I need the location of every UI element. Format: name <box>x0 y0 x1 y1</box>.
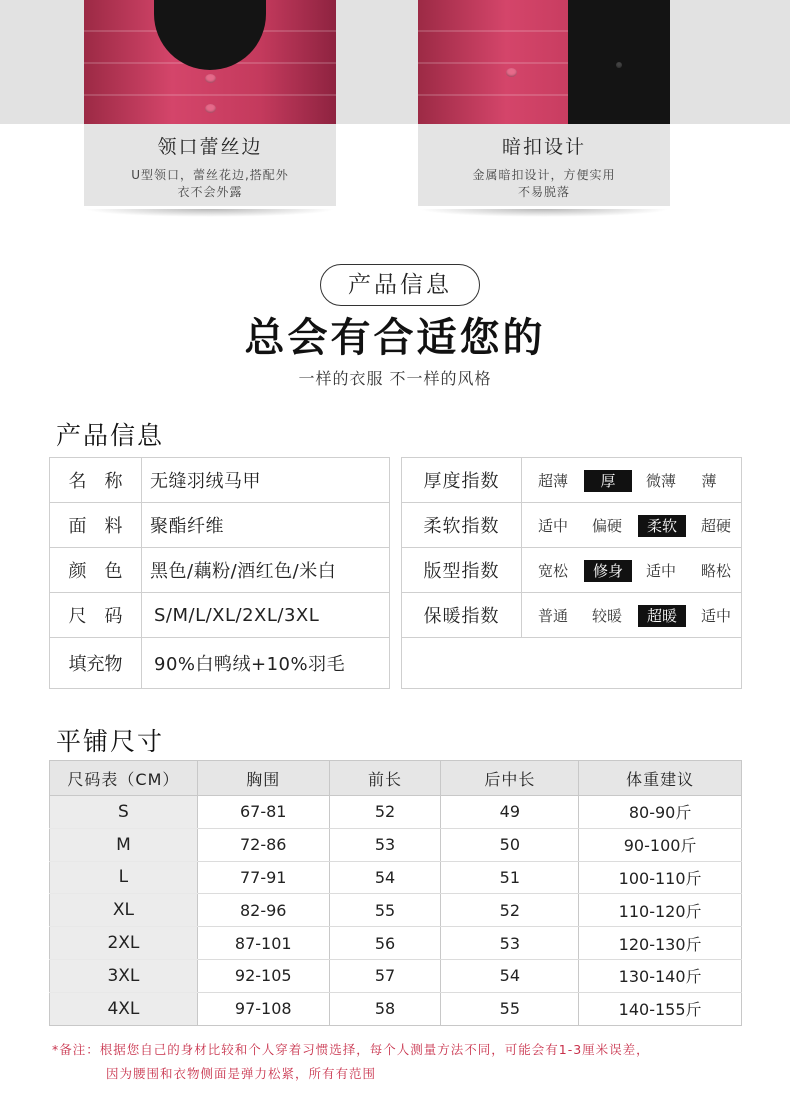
product-info-heading: 产品信息 <box>56 421 165 450</box>
chest-cell: 82-96 <box>197 894 329 927</box>
front-length-cell: 56 <box>329 927 441 960</box>
table-row <box>50 992 742 1025</box>
attribute-key: 尺 码 <box>50 593 142 637</box>
photo-background-middle <box>336 0 418 124</box>
attribute-value: 黑色/藕粉/酒红色/米白 <box>150 561 337 582</box>
table-row <box>50 894 742 927</box>
chest-cell: 72-86 <box>197 828 329 861</box>
photo-background-left <box>0 0 84 124</box>
size-note-line2: 因为腰围和衣物侧面是弹力松紧，所有有范围 <box>106 1066 377 1081</box>
size-cell: 3XL <box>50 959 198 992</box>
index-option-selected: 厚 <box>584 470 632 492</box>
index-option: 适中 <box>645 562 676 580</box>
photo-background-right <box>669 0 790 124</box>
chest-cell: 97-108 <box>197 992 329 1025</box>
back-length-cell: 55 <box>441 992 579 1025</box>
index-option: 适中 <box>537 517 568 535</box>
index-option-selected: 超暖 <box>638 605 686 627</box>
product-photo-collar <box>84 0 336 124</box>
snap-button-icon <box>205 104 216 113</box>
weight-cell: 120-130斤 <box>579 927 742 960</box>
table-row <box>50 796 742 829</box>
feature-title: 暗扣设计 <box>501 136 586 158</box>
index-key: 厚度指数 <box>402 458 522 502</box>
index-option: 较暖 <box>591 607 622 625</box>
front-length-cell: 55 <box>329 894 441 927</box>
front-length-cell: 53 <box>329 828 441 861</box>
weight-cell: 100-110斤 <box>579 861 742 894</box>
index-option: 宽松 <box>537 562 568 580</box>
column-header: 后中长 <box>441 761 579 796</box>
snap-button-icon <box>506 68 517 77</box>
size-cell: M <box>50 828 198 861</box>
attribute-row <box>50 503 389 548</box>
attribute-key: 填充物 <box>50 638 142 688</box>
product-photo-snap <box>418 0 670 124</box>
index-option: 薄 <box>701 472 717 490</box>
feature-title: 领口蕾丝边 <box>157 136 263 158</box>
back-length-cell: 51 <box>441 861 579 894</box>
index-option-selected: 柔软 <box>638 515 686 537</box>
attribute-value: 90%白鸭绒+10%羽毛 <box>154 654 346 675</box>
weight-cell: 140-155斤 <box>579 992 742 1025</box>
snap-button-icon <box>205 74 216 83</box>
index-key: 保暖指数 <box>402 593 522 637</box>
attribute-key: 颜 色 <box>50 548 142 592</box>
back-length-cell: 54 <box>441 959 579 992</box>
index-key: 版型指数 <box>402 548 522 592</box>
feature-card-lace-collar <box>84 0 336 217</box>
attribute-key: 名 称 <box>50 458 142 502</box>
index-row <box>402 548 741 593</box>
weight-cell: 130-140斤 <box>579 959 742 992</box>
column-header: 前长 <box>329 761 441 796</box>
size-cell: L <box>50 861 198 894</box>
column-header: 胸围 <box>197 761 329 796</box>
front-length-cell: 58 <box>329 992 441 1025</box>
product-attributes-table <box>49 457 390 689</box>
weight-cell: 80-90斤 <box>579 796 742 829</box>
front-length-cell: 57 <box>329 959 441 992</box>
chest-cell: 77-91 <box>197 861 329 894</box>
chest-cell: 92-105 <box>197 959 329 992</box>
table-header-row <box>50 761 742 796</box>
chest-cell: 67-81 <box>197 796 329 829</box>
index-row <box>402 593 741 638</box>
card-shadow <box>84 209 336 217</box>
table-row <box>50 828 742 861</box>
table-row <box>50 927 742 960</box>
index-option: 普通 <box>537 607 568 625</box>
attribute-value: 聚酯纤维 <box>150 516 224 537</box>
size-cell: 2XL <box>50 927 198 960</box>
size-cell: XL <box>50 894 198 927</box>
index-option: 微薄 <box>645 472 676 490</box>
attribute-key: 面 料 <box>50 503 142 547</box>
page-subtitle: 一样的衣服 不一样的风格 <box>298 369 492 388</box>
index-option: 适中 <box>700 607 731 625</box>
size-cell: S <box>50 796 198 829</box>
section-pill-label: 产品信息 <box>320 264 480 306</box>
size-chart-heading: 平铺尺寸 <box>56 727 165 756</box>
table-row <box>50 861 742 894</box>
front-length-cell: 54 <box>329 861 441 894</box>
attribute-value: S/M/L/XL/2XL/3XL <box>154 604 320 626</box>
index-key: 柔软指数 <box>402 503 522 547</box>
back-length-cell: 50 <box>441 828 579 861</box>
feature-desc: U型领口，蕾丝花边,搭配外 衣不会外露 <box>131 168 289 199</box>
column-header: 尺码表（CM） <box>50 761 198 796</box>
attribute-value: 无缝羽绒马甲 <box>150 471 261 492</box>
table-row <box>50 959 742 992</box>
index-option: 偏硬 <box>591 517 622 535</box>
index-option: 略松 <box>700 562 731 580</box>
size-note-line1: *备注：根据您自己的身材比较和个人穿着习惯选择，每个人测量方法不同，可能会有1-3厘米误差， <box>52 1042 650 1057</box>
chest-cell: 87-101 <box>197 927 329 960</box>
size-cell: 4XL <box>50 992 198 1025</box>
feature-caption <box>418 124 670 206</box>
column-header: 体重建议 <box>579 761 742 796</box>
attribute-row <box>50 548 389 593</box>
attribute-row <box>50 593 389 638</box>
index-row <box>402 503 741 548</box>
front-length-cell: 52 <box>329 796 441 829</box>
feature-card-hidden-snap <box>418 0 670 217</box>
back-length-cell: 49 <box>441 796 579 829</box>
attribute-row <box>50 638 389 688</box>
back-length-cell: 52 <box>441 894 579 927</box>
back-length-cell: 53 <box>441 927 579 960</box>
product-indices-table <box>401 457 742 689</box>
attribute-row <box>50 458 389 503</box>
feature-desc: 金属暗扣设计，方便实用 不易脱落 <box>472 168 616 199</box>
card-shadow <box>418 209 670 217</box>
index-option-selected: 修身 <box>584 560 632 582</box>
feature-caption <box>84 124 336 206</box>
weight-cell: 110-120斤 <box>579 894 742 927</box>
size-chart-table <box>49 760 742 1026</box>
weight-cell: 90-100斤 <box>579 828 742 861</box>
metal-snap-icon <box>616 62 622 68</box>
index-option: 超薄 <box>537 472 568 490</box>
page-title: 总会有合适您的 <box>244 315 546 361</box>
index-row <box>402 458 741 503</box>
index-option: 超硬 <box>700 517 731 535</box>
